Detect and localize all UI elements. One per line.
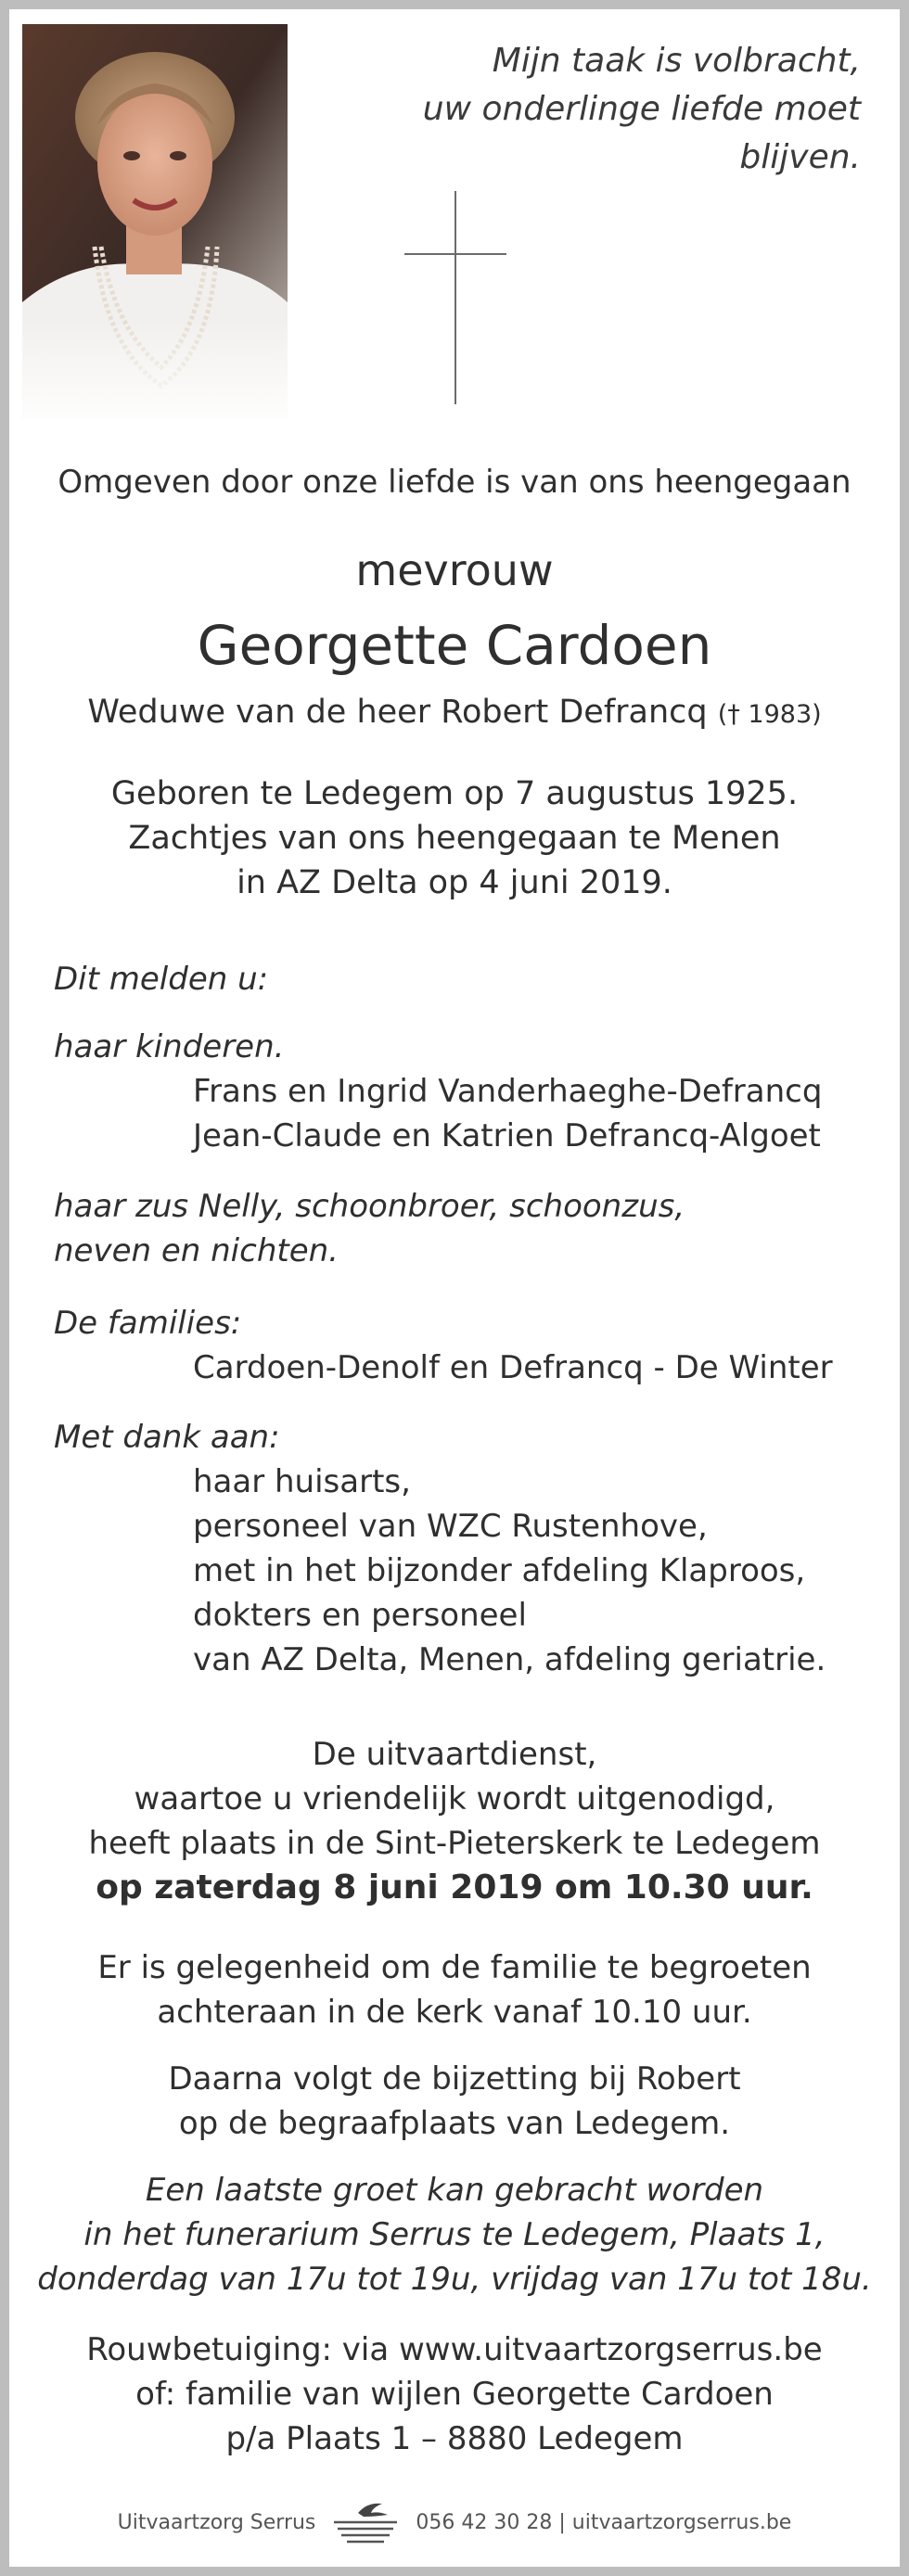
funeral-line-3: donderdag van 17u tot 19u, vrijdag van 17u tot 18u. <box>37 2261 872 2298</box>
service-line-1: De uitvaartdienst, <box>312 1736 597 1773</box>
footer-contact: 056 42 30 28 | uitvaartzorgserrus.be <box>416 2510 792 2534</box>
portrait-photo <box>22 24 288 419</box>
condolence-info <box>0 2327 909 2461</box>
list-item: Jean-Claude en Katrien Defrancq-Algoet <box>193 1117 821 1154</box>
list-item: dokters en personeel <box>193 1597 527 1634</box>
condolence-line-2: of: familie van wijlen Georgette Cardoen <box>135 2376 774 2413</box>
birth-line-1: Geboren te Ledegem op 7 augustus 1925. <box>110 775 799 812</box>
list-item: met in het bijzonder afdeling Klaproos, <box>193 1552 806 1589</box>
footer-company: Uitvaartzorg Serrus <box>117 2510 316 2534</box>
thanks-list <box>54 1460 909 1682</box>
deceased-name: Georgette Cardoen <box>197 614 712 677</box>
funeral-line-1: Een laatste groet kan gebracht worden <box>145 2172 764 2209</box>
list-item: van AZ Delta, Menen, afdeling geriatrie. <box>193 1641 826 1678</box>
birth-line-3: in AZ Delta op 4 juni 2019. <box>237 864 672 901</box>
list-item: Frans en Ingrid Vanderhaeghe-Defrancq <box>193 1073 823 1110</box>
funeral-home-info <box>0 2168 909 2302</box>
children-list <box>54 1069 909 1158</box>
children-heading: haar kinderen. <box>54 1028 285 1065</box>
footer <box>0 2494 909 2550</box>
announce-heading: Dit melden u: <box>54 961 269 998</box>
burial-line-1: Daarna volgt de bijzetting bij Robert <box>168 2060 741 2098</box>
sister-relatives <box>54 1184 870 1273</box>
service-line-2: waartoe u vriendelijk wordt uitgenodigd, <box>134 1780 775 1817</box>
greet-line-2: achteraan in de kerk vanaf 10.10 uur. <box>157 1994 752 2031</box>
thanks-heading: Met dank aan: <box>54 1419 280 1456</box>
sister-line-1: haar zus Nelly, schoonbroer, schoonzus, <box>54 1188 685 1225</box>
widow-death-year: († 1983) <box>717 700 822 729</box>
list-item: haar huisarts, <box>193 1463 411 1500</box>
service-info <box>0 1732 909 1910</box>
burial-info <box>0 2057 909 2146</box>
cross-icon <box>404 191 506 404</box>
families-heading: De families: <box>54 1305 242 1342</box>
motto-line-1: Mijn taak is volbracht, <box>492 42 861 80</box>
motto-quote <box>341 37 861 182</box>
service-date: op zaterdag 8 juni 2019 om 10.30 uur. <box>96 1868 813 1906</box>
burial-line-2: op de begraafplaats van Ledegem. <box>178 2105 731 2142</box>
list-item: personeel van WZC Rustenhove, <box>193 1508 708 1545</box>
honorific: mevrouw <box>355 545 554 595</box>
bird-logo-icon <box>330 2494 401 2550</box>
greeting-info <box>0 1945 909 2034</box>
greet-line-1: Er is gelegenheid om de familie te begroeten <box>97 1949 812 1986</box>
birth-line-2: Zachtjes van ons heengegaan te Menen <box>128 820 781 857</box>
funeral-line-2: in het funerarium Serrus te Ledegem, Plaats 1, <box>83 2216 826 2253</box>
families-item: Cardoen-Denolf en Defrancq - De Winter <box>193 1349 833 1386</box>
service-line-3: heeft plaats in de Sint-Pieterskerk te Ledegem <box>88 1825 821 1862</box>
sister-line-2: neven en nichten. <box>54 1232 339 1269</box>
widow-line <box>0 694 909 731</box>
condolence-line-1: Rouwbetuiging: via www.uitvaartzorgserrus.be <box>86 2331 823 2368</box>
intro-text: Omgeven door onze liefde is van ons heengegaan <box>58 464 851 501</box>
condolence-line-3: p/a Plaats 1 – 8880 Ledegem <box>225 2420 684 2457</box>
widow-text: Weduwe van de heer Robert Defrancq <box>87 694 708 731</box>
birth-info <box>0 772 909 905</box>
motto-line-2: uw onderlinge liefde moet blijven. <box>422 90 861 176</box>
